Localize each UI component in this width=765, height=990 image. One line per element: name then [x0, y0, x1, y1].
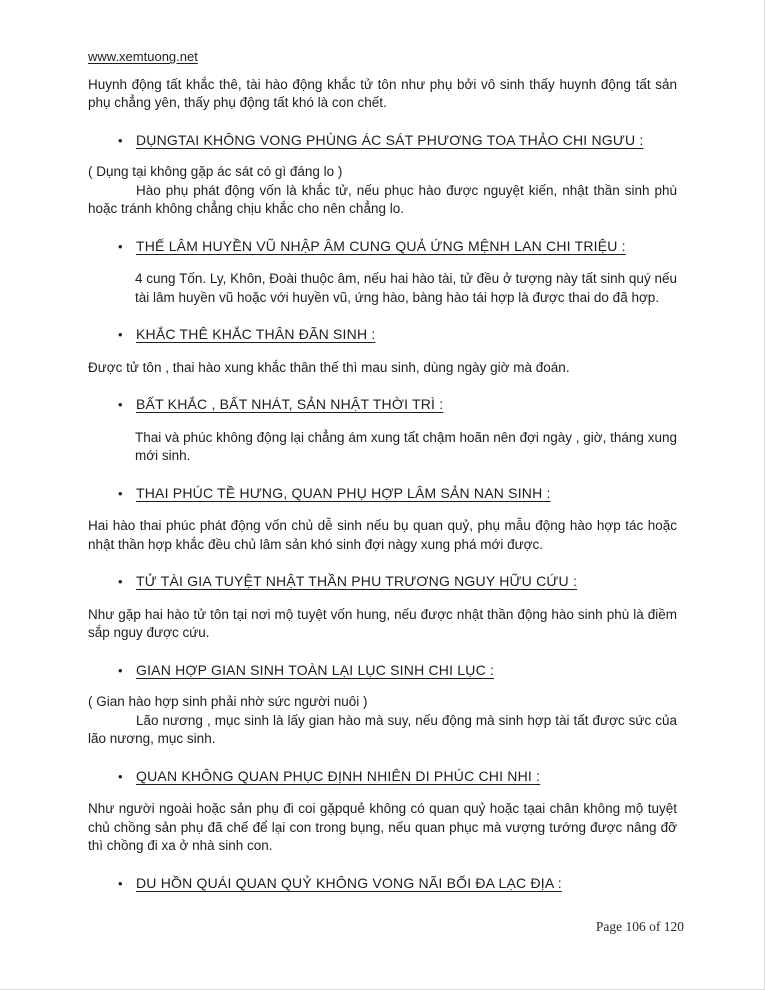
- section-heading-row: [118, 484, 677, 504]
- section-paragraph: Thai và phúc không động lại chẳng ám xung tất chậm hoãn nên đợi ngày , giờ, tháng xung mới sinh.: [135, 429, 677, 463]
- section-heading-row: [118, 572, 677, 592]
- section: [88, 237, 677, 308]
- section: [88, 484, 677, 555]
- section-body: [88, 359, 677, 378]
- section-heading-row: [118, 325, 677, 345]
- section-heading-row: [118, 767, 677, 787]
- section-body: [88, 606, 677, 643]
- section-paragraph: Lão nương , mục sinh là lấy gian hào mà suy, nếu động mà sinh hợp tài tất được sức của lão nương, mục sinh.: [88, 712, 677, 746]
- section-body: [88, 163, 677, 219]
- bullet-icon: •: [118, 574, 123, 589]
- section: [88, 874, 677, 894]
- intro-paragraph: Huynh động tất khắc thê, tài hào động khắc tử tôn như phụ bởi vô sinh thấy huynh động tất sản phụ chẳng yên, thấy phụ động tất khó là con chết.: [88, 76, 677, 110]
- section-heading: DU HỒN QUÁI QUAN QUỶ KHÔNG VONG NÃI BỐI ĐA LẠC ĐỊA :: [136, 874, 562, 891]
- bullet-icon: •: [118, 875, 123, 891]
- section: [88, 767, 677, 856]
- page-number: Page 106 of 120: [595, 919, 684, 934]
- section-heading-row: [118, 131, 677, 151]
- section: [88, 395, 677, 466]
- section-heading-row: [118, 661, 677, 681]
- section: [88, 131, 677, 219]
- bullet-icon: •: [118, 238, 123, 254]
- section-paragraph: Như gặp hai hào tử tôn tại nơi mộ tuyệt vốn hung, nếu được nhật thần động hào sinh phù là điềm sắp nguy được cứu.: [88, 606, 677, 640]
- section-heading: THẾ LÂM HUYỀN VŨ NHẬP ÂM CUNG QUẢ ỨNG MỆNH LAN CHI TRIỆU :: [136, 237, 626, 254]
- sections-container: [88, 131, 677, 894]
- section-heading-row: [118, 874, 677, 894]
- bullet-icon: •: [118, 132, 123, 148]
- section-heading: TỬ TÀI GIA TUYỆT NHẬT THẦN PHU TRƯƠNG NGUY HỮU CỨU :: [136, 573, 578, 589]
- bullet-icon: •: [118, 768, 123, 784]
- section-paragraph: Hai hào thai phúc phát động vốn chủ dễ sinh nếu bụ quan quỷ, phụ mẫu động hào hợp tác hoặc nhật thần hợp khắc đều chủ lâm sản khó sinh đợi nàgy xung phá mới được.: [88, 518, 677, 552]
- bullet-icon: •: [118, 397, 123, 412]
- section: [88, 661, 677, 749]
- bullet-icon: •: [118, 662, 123, 678]
- section-heading-row: [118, 395, 677, 415]
- section-heading: BẤT KHẮC , BẤT NHÁT, SẢN NHẬT THỜI TRÌ :: [136, 396, 444, 412]
- section-paragraph: Hào phụ phát động vốn là khắc tử, nếu phục hào được nguyệt kiến, nhật thần sinh phù hoặc tránh không chẳng chịu khắc cho nên chẳng lo.: [88, 182, 677, 216]
- section-paragraph: ( Gian hào hợp sinh phải nhờ sức người nuôi ): [88, 694, 368, 709]
- section-paragraph: Như người ngoài hoặc sản phụ đi coi gặpquẻ không có quan quỷ hoặc tạai chân không mộ tuyệt chủ chồng sản phụ đã chế để lại con trong bụng, nếu quan phục mà vượng tướng được nâng đỡ thì chồng đi xa ở nhà sinh con.: [88, 801, 677, 853]
- section-heading: KHẮC THÊ KHẮC THÂN ĐÃN SINH :: [136, 326, 376, 342]
- section-body: [88, 517, 677, 554]
- section: [88, 572, 677, 643]
- header-site-link: www.xemtuong.net: [88, 49, 198, 64]
- section-heading: GIAN HỢP GIAN SINH TOÀN LẠI LỤC SINH CHI LỤC :: [136, 661, 495, 678]
- section-body: [88, 800, 677, 856]
- section-paragraph: Được tử tôn , thai hào xung khắc thân thế thì mau sinh, dùng ngày giờ mà đoán.: [88, 359, 570, 375]
- section-heading: THAI PHÚC TỀ HƯNG, QUAN PHỤ HỢP LÂM SẢN NAN SINH :: [136, 484, 551, 501]
- section-paragraph: ( Dụng tại không gặp ác sát có gì đáng lo ): [88, 164, 343, 179]
- section-body: [88, 429, 677, 466]
- bullet-icon: •: [118, 485, 123, 501]
- section-body: [88, 270, 677, 307]
- section-body: [88, 693, 677, 749]
- section-heading: DỤNGTAI KHÔNG VONG PHÙNG ÁC SÁT PHƯƠNG TOA THẢO CHI NGƯU :: [136, 131, 644, 148]
- section-paragraph: 4 cung Tốn. Ly, Khôn, Đoài thuộc âm, nếu hai hào tài, tử đều ở tượng này tất sinh quý nếu tài lâm huyền vũ hoặc với huyền vũ, ứng hào, bàng hào tái hợp là được thai do đã hợp.: [135, 271, 677, 305]
- bullet-icon: •: [118, 327, 123, 342]
- section: [88, 325, 677, 377]
- section-heading: QUAN KHÔNG QUAN PHỤC ĐỊNH NHIÊN DI PHÚC CHI NHI :: [136, 767, 541, 784]
- section-heading-row: [118, 237, 677, 257]
